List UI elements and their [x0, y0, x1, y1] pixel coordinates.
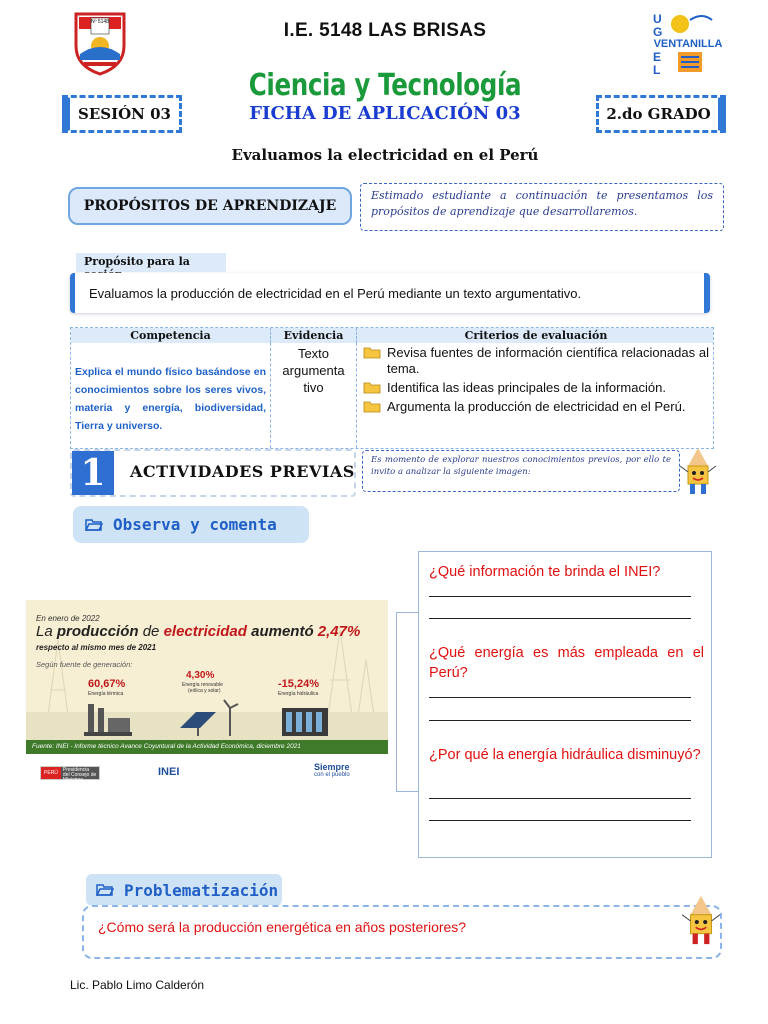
headline-pct: 2,47% — [317, 623, 361, 640]
pencil-mascot-icon — [678, 446, 718, 498]
question-2: ¿Qué energía es más empleada en el Perú? — [429, 645, 704, 681]
question-1: ¿Qué información te brinda el INEI? — [429, 564, 661, 580]
criterion-item — [363, 399, 709, 415]
criterion-text: Revisa fuentes de información científica relacionadas al tema. — [387, 345, 709, 376]
info-pct-hydro: -15,24% — [278, 678, 319, 690]
grade-tag: 2.do GRADO — [596, 95, 726, 133]
criterios-cell — [357, 343, 715, 448]
info-headline — [36, 623, 360, 640]
evidencia-line: argumenta — [282, 363, 345, 378]
info-label-thermal: Energía térmica — [88, 691, 124, 697]
folder-icon — [363, 400, 381, 413]
activities-note: Es momento de explorar nuestros conocimientos previos, por ello te invito a analizar la siguiente imagen: — [362, 450, 680, 492]
thermal-plant-icon — [82, 698, 134, 738]
competencia-cell: Explica el mundo físico basándose en conocimientos sobre los seres vivos, materia y energía, biodiversidad, Tierra y universo. — [71, 343, 271, 448]
info-label-hydro: Energía hidráulica — [278, 691, 319, 697]
ugel-logo — [650, 10, 726, 78]
ugel-letter-e: E — [653, 50, 662, 64]
info-sublabel-renew: (eólica y solar) — [188, 688, 221, 694]
answer-line[interactable] — [429, 798, 691, 799]
ugel-letter-l: L — [653, 63, 661, 77]
ugel-letter-u: U — [653, 12, 662, 26]
criterion-text: Argumenta la producción de electricidad en el Perú. — [387, 399, 686, 414]
folder-open-icon — [85, 518, 103, 532]
school-name: I.E. 5148 LAS BRISAS — [283, 20, 487, 41]
siempre-logo-subtext: con el pueblo — [314, 772, 350, 778]
folder-open-icon — [96, 883, 114, 897]
main-theme: Evaluamos la electricidad en el Perú — [231, 146, 539, 164]
evidencia-cell — [271, 343, 357, 448]
inei-logo: INEI — [158, 766, 180, 778]
header-evidencia: Evidencia — [271, 328, 357, 343]
evidencia-line: tivo — [303, 380, 324, 395]
info-pct-thermal: 60,67% — [88, 678, 126, 690]
headline-part: electricidad — [163, 623, 247, 640]
question-frame-shadow — [396, 612, 420, 792]
school-logo — [72, 10, 128, 76]
problem-label: Problematización — [124, 880, 279, 900]
info-footer-logos — [26, 754, 388, 790]
siempre-logo — [314, 762, 378, 786]
problem-question: ¿Cómo será la producción energética en años posteriores? — [98, 919, 467, 935]
answer-line[interactable] — [429, 618, 691, 619]
purposes-note: Estimado estudiante a continuación te presentamos los propósitos de aprendizaje que desarrollaremos. — [360, 183, 724, 231]
headline-part: aumentó — [246, 623, 318, 640]
answer-line[interactable] — [429, 697, 691, 698]
school-logo-text: Nº 5148 — [91, 19, 109, 25]
peru-logo-text: PERÚ — [41, 767, 61, 779]
observe-label: Observa y comenta — [113, 515, 277, 534]
hydro-dam-icon — [278, 704, 332, 738]
questions-box — [418, 551, 712, 858]
activities-title: ACTIVIDADES PREVIAS — [130, 462, 355, 481]
peru-logo — [40, 766, 100, 783]
observe-section — [73, 506, 309, 543]
ugel-name: VENTANILLA — [653, 38, 723, 50]
header-competencia: Competencia — [71, 328, 271, 343]
session-purpose-text: Evaluamos la producción de electricidad en el Perú mediante un texto argumentativo. — [89, 285, 582, 301]
answer-line[interactable] — [429, 720, 691, 721]
criterion-item — [363, 380, 709, 396]
question-3: ¿Por qué la energía hidráulica disminuyó? — [429, 747, 701, 763]
info-date: En enero de 2022 — [36, 614, 100, 623]
criterion-text: Identifica las ideas principales de la información. — [387, 380, 666, 395]
answer-line[interactable] — [429, 820, 691, 821]
problem-section — [86, 874, 282, 906]
pencil-mascot-icon — [680, 893, 722, 949]
folder-icon — [363, 346, 381, 359]
competence-table — [70, 327, 714, 449]
table-header — [71, 328, 713, 343]
activity-number: 1 — [72, 451, 114, 495]
header-criterios: Criterios de evaluación — [464, 329, 608, 342]
headline-part: de — [138, 623, 164, 640]
siempre-logo-text: Siempre — [314, 762, 350, 772]
solar-wind-icon — [176, 698, 242, 738]
pcm-logo-text: Presidencia del Consejo de Ministros — [61, 767, 99, 779]
criterion-item — [363, 345, 709, 377]
info-source-label: Según fuente de generación: — [36, 660, 133, 669]
session-purpose-label: Propósito para la — [76, 253, 226, 272]
folder-icon — [363, 381, 381, 394]
info-pct-renew: 4,30% — [186, 670, 215, 681]
evidencia-line: Texto — [297, 346, 330, 361]
info-label-renew: Energía renovable — [182, 682, 223, 688]
info-sub: respecto al mismo mes de 2021 — [36, 643, 157, 652]
ugel-letter-g: G — [653, 25, 663, 39]
problem-box — [82, 905, 722, 959]
headline-part: La — [36, 623, 57, 640]
inei-infographic — [26, 600, 388, 790]
ficha-title: FICHA DE APLICACIÓN 03 — [249, 103, 521, 124]
headline-part: producción — [56, 623, 139, 640]
purposes-title: PROPÓSITOS DE APRENDIZAJE — [68, 187, 352, 225]
answer-line[interactable] — [429, 596, 691, 597]
subject-title: Ciencia y Tecnología — [248, 68, 522, 103]
table-row — [71, 343, 713, 448]
author: Lic. Pablo Limo Calderón — [70, 978, 205, 992]
session-purpose-box — [70, 273, 710, 313]
session-tag: SESIÓN 03 — [62, 95, 182, 133]
info-source: Fuente: INEI - Informe técnico Avance Coyuntural de la Actividad Económica, diciembre 2021 — [26, 740, 388, 754]
